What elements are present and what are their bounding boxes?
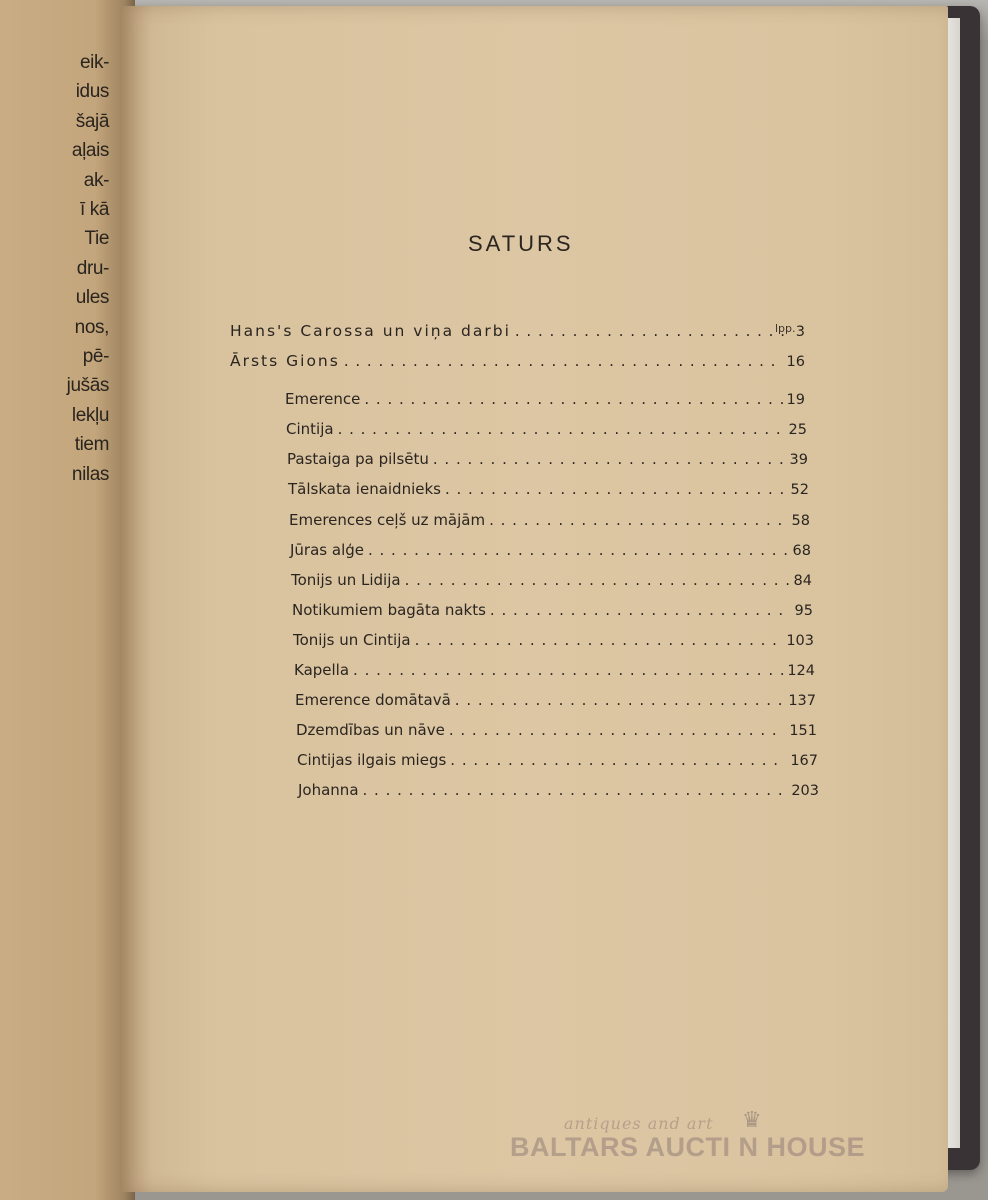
toc-entry-page: 19 — [786, 392, 805, 408]
left-page-line: aļais — [71, 140, 109, 162]
auction-watermark — [510, 1110, 910, 1170]
toc-entry-page: 151 — [789, 723, 817, 739]
toc-entry — [297, 751, 818, 775]
toc-entry — [285, 390, 805, 414]
toc-entry-title: Hans's Carossa un viņa darbi — [230, 322, 511, 340]
crown-icon: ♛ — [742, 1108, 762, 1133]
toc-entry-page: 25 — [788, 422, 807, 438]
toc-leader-dots — [445, 480, 787, 498]
toc-entry — [230, 322, 805, 346]
toc-entry — [230, 352, 805, 376]
toc-entry-title: Cintijas ilgais miegs — [297, 751, 447, 769]
left-page-line: pē- — [82, 346, 109, 368]
toc-entry — [294, 661, 815, 685]
toc-entry-title: Notikumiem bagāta nakts — [292, 601, 486, 619]
toc-entry-title: Dzemdības un nāve — [296, 721, 445, 739]
toc-entry — [289, 511, 810, 535]
toc-entry-title: Emerences ceļš uz mājām — [289, 511, 486, 529]
toc-leader-dots — [344, 352, 783, 370]
toc-leader-dots — [353, 661, 783, 679]
toc-leader-dots — [363, 781, 788, 799]
toc-entry-title: Emerence domātavā — [295, 691, 451, 709]
toc-leader-dots — [415, 631, 783, 649]
toc-entry — [298, 781, 819, 805]
toc-leader-dots — [368, 541, 789, 559]
toc-entry-title: Johanna — [298, 781, 359, 799]
left-page-line: jušās — [66, 375, 109, 397]
left-page-line: ak- — [83, 169, 109, 191]
left-page-line: idus — [75, 81, 109, 103]
left-page-line: Tie — [84, 228, 109, 250]
toc-entry-page: 137 — [788, 693, 816, 709]
toc-entry-page: 58 — [791, 513, 810, 529]
toc-entry-title: Tonijs un Lidija — [291, 571, 401, 589]
toc-entry-page: 52 — [790, 482, 809, 498]
toc-leader-dots — [515, 322, 792, 340]
toc-leader-dots — [364, 390, 782, 408]
contents-heading: SATURS — [468, 231, 574, 256]
toc-entry — [291, 571, 812, 595]
watermark-subtitle: antiques and art — [564, 1114, 714, 1133]
toc-leader-dots — [338, 420, 785, 438]
toc-entry-page: 124 — [787, 663, 815, 679]
toc-entry-page: 203 — [791, 783, 819, 799]
toc-entry-page: 95 — [794, 603, 813, 619]
toc-entry-page: 3 — [795, 324, 805, 340]
left-page-line: eik- — [79, 52, 109, 73]
left-page-line: tiem — [74, 434, 109, 456]
toc-entry-title: Ārsts Gions — [230, 352, 340, 370]
toc-leader-dots — [449, 721, 785, 739]
toc-entry — [287, 450, 808, 474]
toc-entry — [290, 541, 811, 565]
toc-entry — [286, 420, 807, 444]
toc-entry-title: Tālskata ienaidnieks — [288, 480, 441, 498]
left-page-line: nos, — [74, 316, 109, 338]
toc-leader-dots — [450, 751, 786, 769]
toc-entry-title: Kapella — [294, 661, 350, 679]
toc-entry-title: Pastaiga pa pilsētu — [287, 450, 429, 468]
toc-entry — [293, 631, 814, 655]
toc-leader-dots — [489, 511, 787, 529]
page-column-label: lpp. — [775, 322, 796, 335]
left-page-line: ī kā — [79, 199, 109, 221]
toc-entry-title: Tonijs un Cintija — [293, 631, 411, 649]
toc-entry-page: 16 — [786, 354, 805, 370]
toc-entry-page: 68 — [792, 543, 811, 559]
toc-entry-page: 103 — [786, 633, 814, 649]
toc-entry-title: Emerence — [285, 390, 361, 408]
left-page-line: dru- — [76, 257, 109, 279]
toc-entry-page: 84 — [793, 573, 812, 589]
left-page-line: šajā — [75, 110, 109, 132]
toc-entry — [295, 691, 816, 715]
toc-entry — [292, 601, 813, 625]
toc-leader-dots — [433, 450, 786, 468]
toc-entry-title: Jūras alģe — [290, 541, 364, 559]
toc-entry — [288, 480, 809, 504]
toc-entry-title: Cintija — [286, 420, 334, 438]
watermark-title: BALTARS AUCTI N HOUSE — [510, 1132, 865, 1162]
left-page-line: lekļu — [71, 404, 109, 426]
left-page-line: ules — [75, 287, 109, 309]
toc-entry — [296, 721, 817, 745]
toc-leader-dots — [405, 571, 790, 589]
toc-leader-dots — [455, 691, 785, 709]
toc-entry-page: 167 — [790, 753, 818, 769]
toc-entry-page: 39 — [789, 452, 808, 468]
toc-leader-dots — [490, 601, 791, 619]
left-page-line: nilas — [71, 463, 109, 485]
